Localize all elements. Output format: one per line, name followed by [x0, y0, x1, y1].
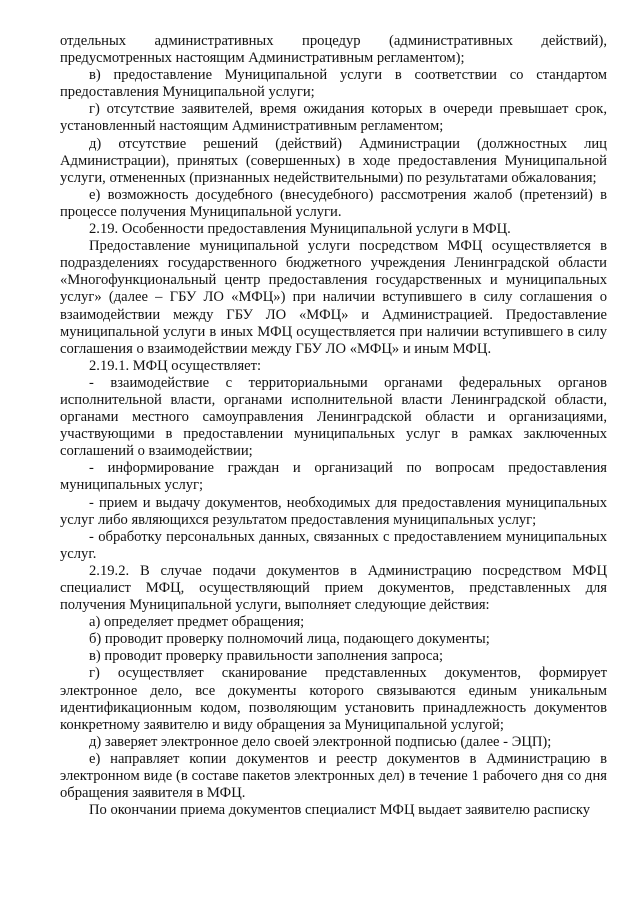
paragraph-item-d: д) отсутствие решений (действий) Администрации (должностных лиц Администрации), принятых (совершенных) в ходе предоставления Муниципальной услуги, отмененных (признанных недействительными) по результатами обжалования;	[60, 135, 607, 186]
action-item-b: б) проводит проверку полномочий лица, подающего документы;	[89, 631, 490, 648]
subsection-2-19-2: 2.19.2. В случае подачи документов в Администрацию посредством МФЦ специалист МФЦ, осуществляющий прием документов, представленных для получения Муниципальной услуги, выполняет следующие действия:	[60, 562, 607, 614]
section-heading-2-19: 2.19. Особенности предоставления Муниципальной услуги в МФЦ.	[89, 221, 511, 238]
subsection-heading-2-19-1: 2.19.1. МФЦ осуществляет:	[89, 357, 262, 374]
action-item-v: в) проводит проверку правильности заполнения запроса;	[89, 648, 444, 665]
action-item-a: а) определяет предмет обращения;	[89, 614, 305, 631]
action-item-g: г) осуществляет сканирование представленных документов, формирует электронное дело, все документы которого связываются единым уникальным идентификационным кодом, позволяющим установить принадлежность документов конкретному заявителю и виду обращения за Муниципальной услугой;	[60, 665, 607, 733]
paragraph-item-e: е) возможность досудебного (внесудебного) рассмотрения жалоб (претензий) в процессе получения Муниципальной услуги.	[60, 186, 607, 220]
paragraph-mfc-intro: Предоставление муниципальной услуги посредством МФЦ осуществляется в подразделениях государственного бюджетного учреждения Ленинградской области «Многофункциональный центр предоставления государственных и муниципальных услуг» (далее – ГБУ ЛО «МФЦ») при наличии вступившего в силу соглашения о взаимодействии между ГБУ ЛО «МФЦ» и Администрацией. Предоставление муниципальной услуги в иных МФЦ осуществляется при наличии вступившего в силу соглашения о взаимодействии между ГБУ ЛО «МФЦ» и иным МФЦ.	[60, 238, 607, 357]
paragraph-item-g: г) отсутствие заявителей, время ожидания которых в очереди превышает срок, установленный настоящим Административным регламентом;	[60, 101, 607, 135]
paragraph-closing: По окончании приема документов специалист МФЦ выдает заявителю расписку	[89, 802, 591, 819]
list-item-document-intake: - прием и выдачу документов, необходимых для предоставления муниципальных услуг либо являющихся результатом предоставления муниципальных услуг;	[60, 494, 607, 528]
list-item-personal-data: - обработку персональных данных, связанных с предоставлением муниципальных услуг.	[60, 528, 607, 562]
action-item-e: е) направляет копии документов и реестр документов в Администрацию в электронном виде (в составе пакетов электронных дел) в течение 1 рабочего дня со дня обращения заявителя в МФЦ.	[60, 750, 607, 802]
list-item-interaction: - взаимодействие с территориальными органами федеральных органов исполнительной власти, органами исполнительной власти Ленинградской области, органами местного самоуправления Ленинградской области и организациями, участвующими в предоставлении муниципальных услуг в рамках заключенных соглашений о взаимодействии;	[60, 374, 607, 460]
paragraph-item-v: в) предоставление Муниципальной услуги в соответствии со стандартом предоставления Муниципальной услуги;	[60, 67, 607, 101]
list-item-informing: - информирование граждан и организаций по вопросам предоставления муниципальных услуг;	[60, 460, 607, 494]
action-item-d: д) заверяет электронное дело своей электронной подписью (далее - ЭЦП);	[89, 733, 552, 750]
paragraph-continuation: отдельных административных процедур (административных действий), предусмотренных настоящим Административным регламентом);	[60, 33, 607, 67]
